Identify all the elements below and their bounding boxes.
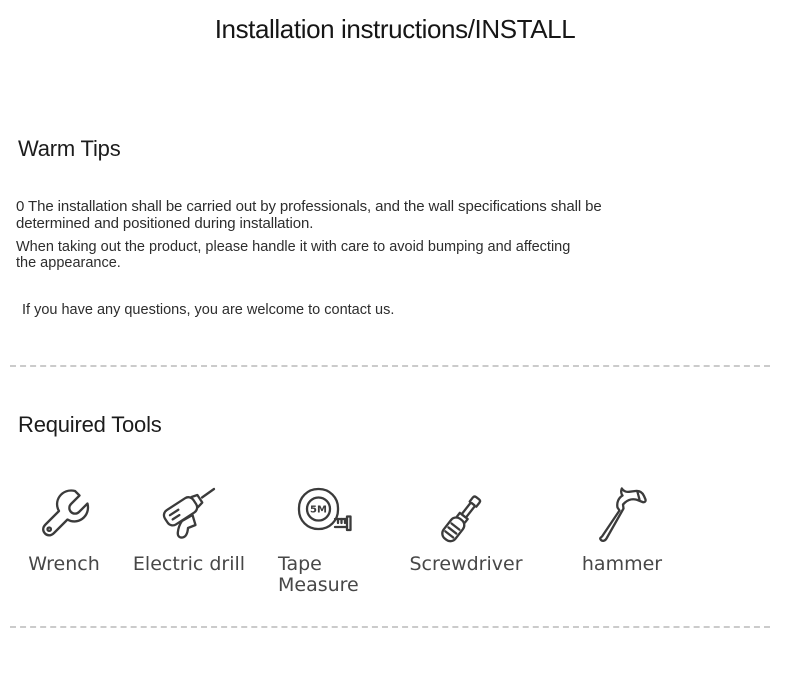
tool-label: hammer [581, 553, 663, 575]
hammer-icon [590, 482, 654, 548]
dashed-divider-top [10, 365, 770, 367]
tool-label: Electric drill [132, 553, 246, 575]
tools-row [0, 480, 790, 610]
tool-item-electric-drill [131, 480, 247, 575]
paragraph-line: When taking out the product, please handle it with care to avoid bumping and affecting [16, 239, 571, 255]
page-title: Installation instructions/INSTALL [214, 14, 576, 44]
tool-label: Wrench [28, 553, 100, 575]
tool-item-tape-measure [277, 480, 369, 596]
paragraph-line: the appearance. [16, 254, 121, 271]
tool-label: Screwdriver [409, 553, 523, 575]
required-tools-heading: Required Tools [18, 412, 162, 437]
screwdriver-icon [434, 482, 498, 548]
tape-measure-5m-label: 5M [310, 504, 327, 516]
tool-item-wrench [14, 480, 114, 575]
dashed-divider-bottom [10, 626, 770, 628]
tape-measure-icon [291, 482, 355, 548]
tool-item-screwdriver [406, 480, 526, 575]
contact-note: If you have any questions, you are welcome to contact us. [22, 302, 395, 318]
warm-tips-heading: Warm Tips [18, 136, 121, 161]
tool-item-hammer [567, 480, 677, 575]
paragraph-line: 0 The installation shall be carried out by professionals, and the wall specifications shall be [16, 198, 602, 215]
warm-tips-paragraph-1 [16, 198, 716, 232]
wrench-icon [32, 482, 96, 548]
tool-label: Tape Measure [278, 553, 359, 596]
paragraph-line: determined and positioned during installation. [16, 215, 314, 232]
electric-drill-icon [157, 482, 221, 548]
warm-tips-paragraph-2 [16, 240, 716, 271]
